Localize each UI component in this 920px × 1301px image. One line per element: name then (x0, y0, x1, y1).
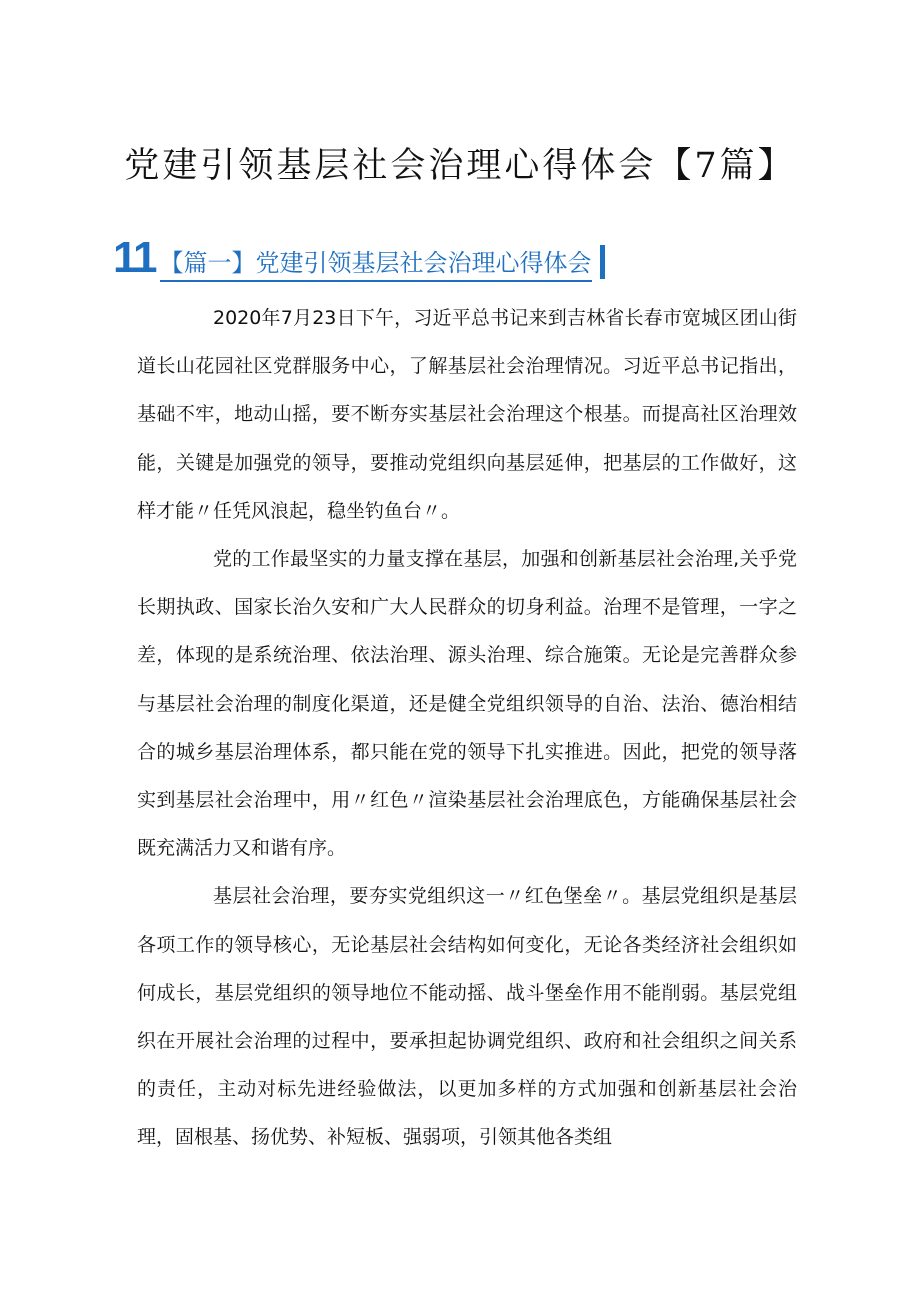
paragraph-1: 2020年7月23日下午，习近平总书记来到吉林省长春市宽城区团山街道长山花园社区党群服务中心，了解基层社会治理情况。习近平总书记指出，基础不牢，地动山摇，要不断夯实基层社会治理这个根基。而提高社区治理效能，关键是加强党的领导，要推动党组织向基层延伸，把基层的工作做好，这样才能〃任凭风浪起，稳坐钓鱼台〃。 (137, 307, 797, 522)
section-heading (113, 226, 605, 282)
paragraph-2: 党的工作最坚实的力量支撑在基层，加强和创新基层社会治理,关乎党长期执政、国家长治久安和广大人民群众的切身利益。治理不是管理，一字之差，体现的是系统治理、依法治理、源头治理、综合施策。无论是完善群众参与基层社会治理的制度化渠道，还是健全党组织领导的自治、法治、德治相结合的城乡基层治理体系，都只能在党的领导下扎实推进。因此，把党的领导落实到基层社会治理中，用〃红色〃渲染基层社会治理底色，方能确保基层社会既充满活力又和谐有序。 (137, 548, 797, 860)
section-heading-number: 11 (113, 233, 156, 282)
document-body (137, 294, 797, 1162)
section-heading-bar (600, 245, 605, 279)
paragraph-3: 基层社会治理，要夯实党组织这一〃红色堡垒〃。基层党组织是基层各项工作的领导核心，无论基层社会结构如何变化，无论各类经济社会组织如何成长，基层党组织的领导地位不能动摇、战斗堡垒作用不能削弱。基层党组织在开展社会治理的过程中，要承担起协调党组织、政府和社会组织之间关系的责任，主动对标先进经验做法，以更加多样的方式加强和创新基层社会治理，固根基、扬优势、补短板、强弱项，引领其他各类组 (137, 885, 797, 1149)
section-heading-text: 【篇一】党建引领基层社会治理心得体会 (160, 246, 592, 282)
document-title: 党建引领基层社会治理心得体会【7篇】 (124, 146, 796, 186)
